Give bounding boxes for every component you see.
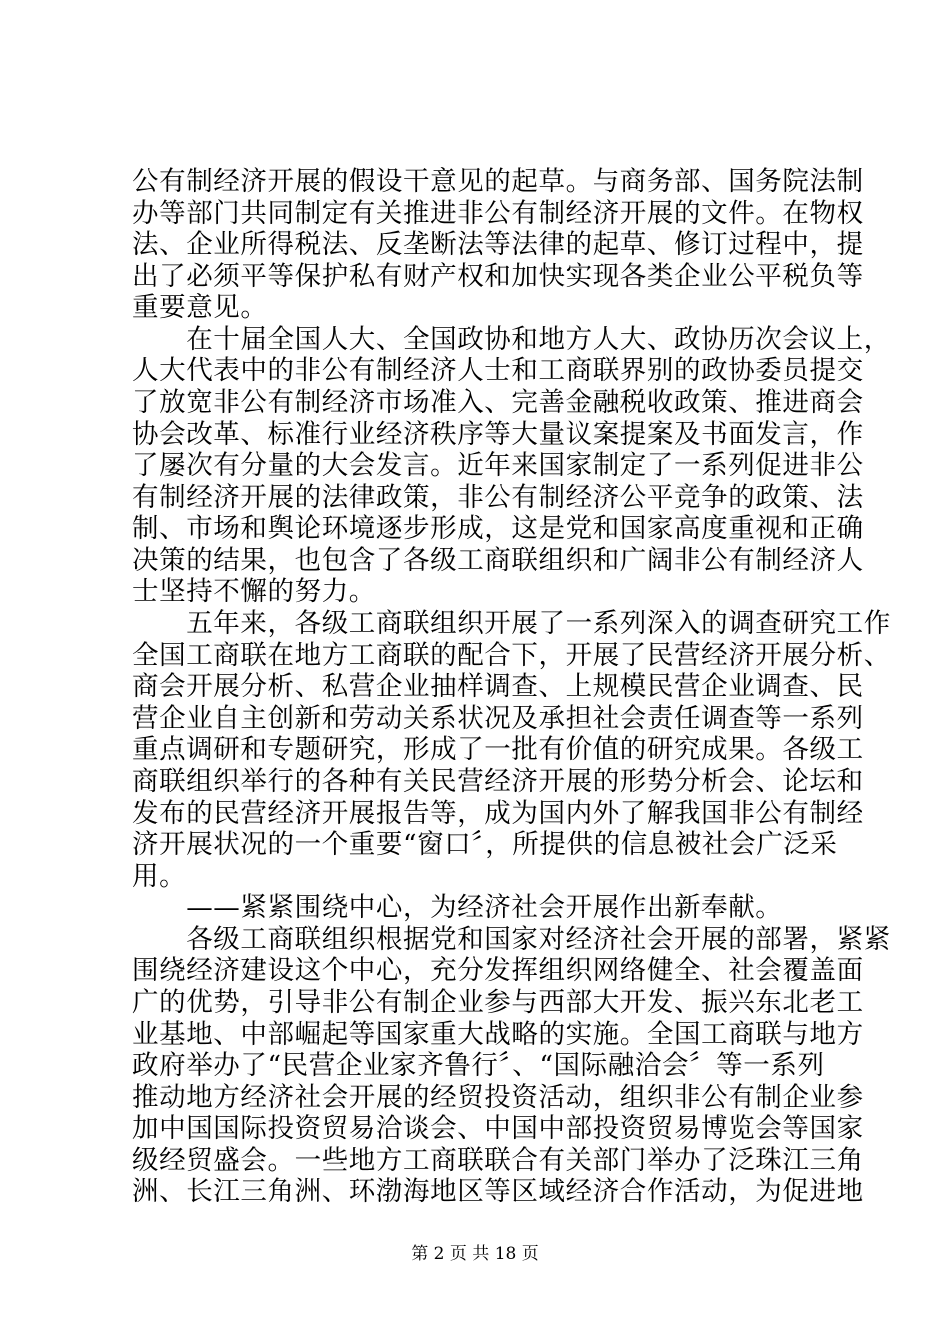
text-line: 有制经济开展的法律政策，非公有制经济公平竞争的政策、法 (132, 481, 864, 513)
text-line: 用。 (132, 860, 187, 892)
page-number-footer: 第 2 页 共 18 页 (411, 1244, 539, 1264)
text-line: 业基地、中部崛起等国家重大战略的实施。全国工商联与地方 (132, 1018, 864, 1050)
text-line: 重点调研和专题研究，形成了一批有价值的研究成果。各级工 (132, 734, 864, 766)
text-line: 制、市场和舆论环境逐步形成，这是党和国家高度重视和正确 (132, 513, 864, 545)
text-line: 级经贸盛会。一些地方工商联联合有关部门举办了泛珠江三角 (132, 1144, 864, 1176)
text-line: 公有制经济开展的假设干意见的起草。与商务部、国务院法制 (132, 166, 864, 197)
text-line: 发布的民营经济开展报告等，成为国内外了解我国非公有制经 (132, 797, 864, 829)
text-line: 重要意见。 (132, 292, 268, 324)
text-line: 决策的结果，也包含了各级工商联组织和广阔非公有制经济人 (132, 544, 864, 576)
text-line: 出了必须平等保护私有财产权和加快实现各类企业公平税负等 (132, 260, 864, 292)
text-line: 了放宽非公有制经济市场准入、完善金融税收政策、推进商会 (132, 387, 864, 419)
text-line: 法、企业所得税法、反垄断法等法律的起草、修订过程中，提 (132, 229, 864, 261)
text-line: 商会开展分析、私营企业抽样调查、上规模民营企业调查、民 (132, 671, 864, 703)
text-line: 政府举办了“民营企业家齐鲁行〞、“国际融洽会〞等一系列 (132, 1050, 825, 1082)
text-line: 在十届全国人大、全国政协和地方人大、政协历次会议上， (132, 323, 891, 355)
text-line: 围绕经济建设这个中心，充分发挥组织网络健全、社会覆盖面 (132, 955, 864, 987)
text-line: 士坚持不懈的努力。 (132, 576, 376, 608)
text-line: 洲、长江三角洲、环渤海地区等区域经济合作活动，为促进地 (132, 1176, 864, 1208)
text-line: 营企业自主创新和劳动关系状况及承担社会责任调查等一系列 (132, 702, 864, 734)
text-line: 广的优势，引导非公有制企业参与西部大开发、振兴东北老工 (132, 986, 864, 1018)
text-line: 了屡次有分量的大会发言。近年来国家制定了一系列促进非公 (132, 450, 864, 482)
text-line: 推动地方经济社会开展的经贸投资活动，组织非公有制企业参 (132, 1081, 864, 1113)
text-line: 商联组织举行的各种有关民营经济开展的形势分析会、论坛和 (132, 765, 864, 797)
text-line: 人大代表中的非公有制经济人士和工商联界别的政协委员提交 (132, 355, 864, 387)
text-line: 协会改革、标准行业经济秩序等大量议案提案及书面发言，作 (132, 418, 864, 450)
text-line: 济开展状况的一个重要“窗口〞，所提供的信息被社会广泛采 (132, 829, 838, 861)
text-line: 加中国国际投资贸易洽谈会、中国中部投资贸易博览会等国家 (132, 1113, 864, 1145)
text-line: 各级工商联组织根据党和国家对经济社会开展的部署，紧紧 (132, 923, 891, 955)
text-line: 五年来，各级工商联组织开展了一系列深入的调查研究工作 (132, 608, 891, 640)
text-line: 全国工商联在地方工商联的配合下，开展了民营经济开展分析、 (132, 639, 891, 671)
text-line: ——紧紧围绕中心，为经济社会开展作出新奉献。 (132, 892, 783, 924)
text-line: 办等部门共同制定有关推进非公有制经济开展的文件。在物权 (132, 197, 864, 229)
